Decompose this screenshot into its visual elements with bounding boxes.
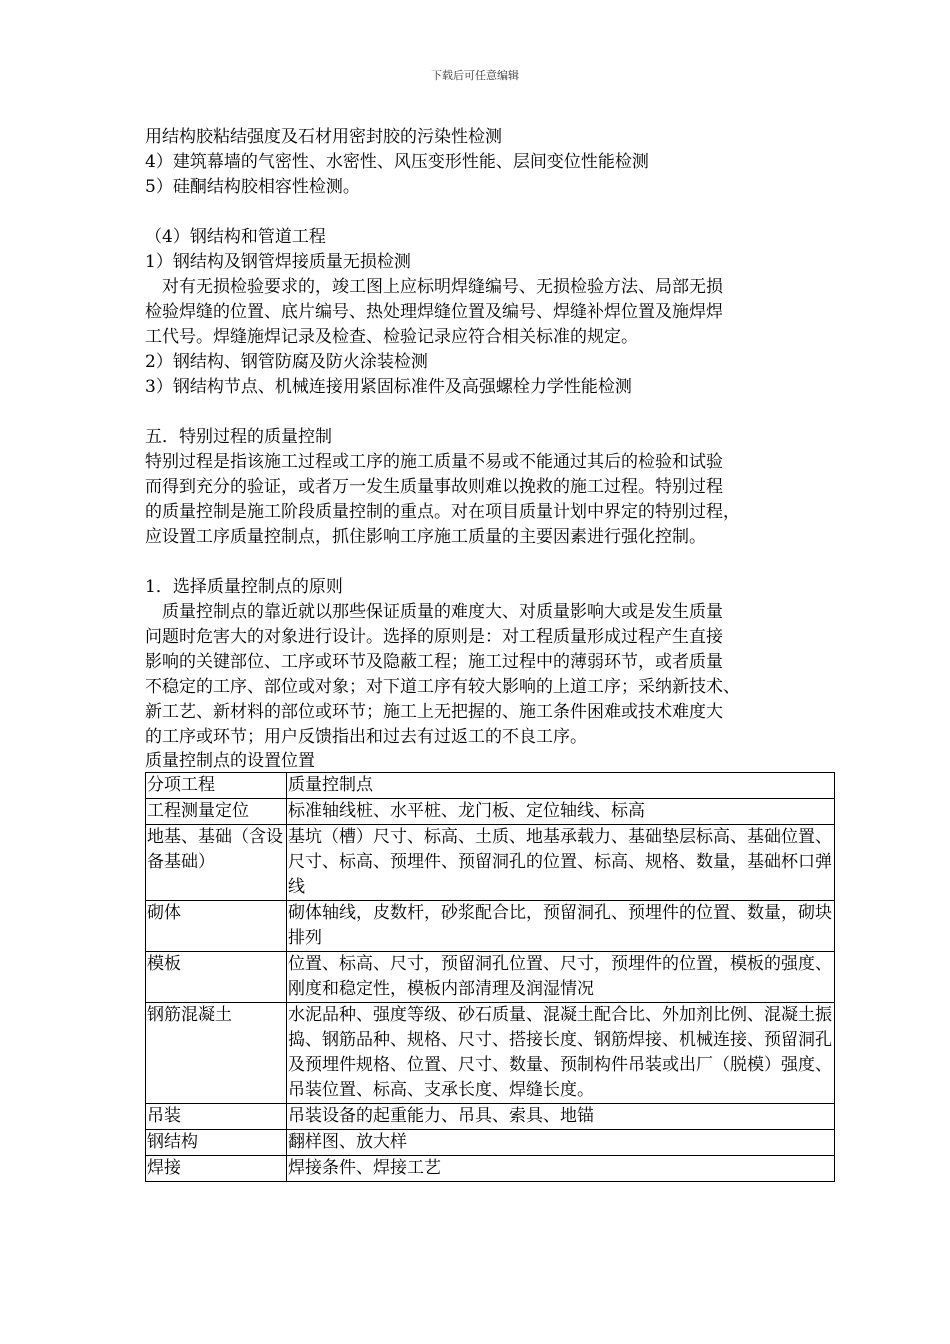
table-cell: 基坑（槽）尺寸、标高、土质、地基承载力、基础垫层标高、基础位置、尺寸、标高、预埋件、预留洞孔的位置、标高、规格、数量，基础杯口弹线 [287,825,835,901]
paragraph-line: 不稳定的工序、部位或对象；对下道工序有较大影响的上道工序；采纳新技术、 [145,677,740,697]
table-cell: 焊接条件、焊接工艺 [287,1156,835,1182]
table-cell: 工程测量定位 [146,799,287,825]
table-cell: 焊接 [146,1156,287,1182]
text-line: 用结构胶粘结强度及石材用密封胶的污染性检测 [145,127,502,147]
table-row [146,1156,835,1182]
table-cell: 翻样图、放大样 [287,1130,835,1156]
table-cell: 地基、基础（含设备基础） [146,825,287,901]
paragraph-line: 的质量控制是施工阶段质量控制的重点。对在项目质量计划中界定的特别过程， [145,502,740,522]
text-line: 5）硅酮结构胶相容性检测。 [145,177,360,197]
table-cell: 位置、标高、尺寸，预留洞孔位置、尺寸，预埋件的位置，模板的强度、刚度和稳定性，模板内部清理及润湿情况 [287,952,835,1003]
table-row [146,1130,835,1156]
paragraph-line: 问题时危害大的对象进行设计。选择的原则是：对工程质量形成过程产生直接 [145,627,723,647]
paragraph-line: 特别过程是指该施工过程或工序的施工质量不易或不能通过其后的检验和试验 [145,452,723,472]
subsection-heading: 1．选择质量控制点的原则 [145,577,343,597]
table-header-row [146,773,835,799]
paragraph-line: 检验焊缝的位置、底片编号、热处理焊缝位置及编号、焊缝补焊位置及施焊焊 [145,302,723,322]
table-caption: 质量控制点的设置位置 [145,751,315,771]
document-body [145,125,832,1182]
table-cell: 吊装 [146,1104,287,1130]
paragraph-line: 影响的关键部位、工序或环节及隐蔽工程；施工过程中的薄弱环节，或者质量 [145,652,723,672]
table-cell: 标准轴线桩、水平桩、龙门板、定位轴线、标高 [287,799,835,825]
text-line: 4）建筑幕墙的气密性、水密性、风压变形性能、层间变位性能检测 [145,152,649,172]
table-row [146,799,835,825]
list-item: 2）钢结构、钢管防腐及防火涂装检测 [145,352,428,372]
section-heading: 五．特别过程的质量控制 [145,427,332,447]
table-header-cell: 质量控制点 [287,773,835,799]
paragraph-line: 的工序或环节；用户反馈指出和过去有过返工的不良工序。 [145,727,587,747]
paragraph-line: 而得到充分的验证，或者万一发生质量事故则难以挽救的施工过程。特别过程 [145,477,723,497]
table-cell: 吊装设备的起重能力、吊具、索具、地锚 [287,1104,835,1130]
table-cell: 钢结构 [146,1130,287,1156]
table-row [146,901,835,952]
paragraph-line: 新工艺、新材料的部位或环节；施工上无把握的、施工条件困难或技术难度大 [145,702,723,722]
paragraph-line: 应设置工序质量控制点，抓住影响工序施工质量的主要因素进行强化控制。 [145,527,706,547]
table-cell: 砌体 [146,901,287,952]
list-item: 3）钢结构节点、机械连接用紧固标准件及高强螺栓力学性能检测 [145,377,632,397]
section-heading: （4）钢结构和管道工程 [145,227,326,247]
control-point-table [145,772,835,1182]
table-row [146,825,835,901]
paragraph-line: 对有无损检验要求的，竣工图上应标明焊缝编号、无损检验方法、局部无损 [162,277,723,297]
table-cell: 水泥品种、强度等级、砂石质量、混凝土配合比、外加剂比例、混凝土振捣、钢筋品种、规格、尺寸、搭接长度、钢筋焊接、机械连接、预留洞孔及预埋件规格、位置、尺寸、数量、预制构件吊装或出厂（脱模）强度、吊装位置、标高、支承长度、焊缝长度。 [287,1003,835,1104]
table-row [146,1003,835,1104]
table-row [146,952,835,1003]
paragraph-line: 工代号。焊缝施焊记录及检查、检验记录应符合相关标准的规定。 [145,327,638,347]
table-cell: 砌体轴线，皮数杆，砂浆配合比，预留洞孔、预埋件的位置、数量，砌块排列 [287,901,835,952]
paragraph-line: 质量控制点的靠近就以那些保证质量的难度大、对质量影响大或是发生质量 [162,602,723,622]
list-item: 1）钢结构及钢管焊接质量无损检测 [145,252,411,272]
page-header: 下载后可任意编辑 [431,69,519,82]
table-cell: 模板 [146,952,287,1003]
table-header-cell: 分项工程 [146,773,287,799]
table-cell: 钢筋混凝土 [146,1003,287,1104]
table-row [146,1104,835,1130]
